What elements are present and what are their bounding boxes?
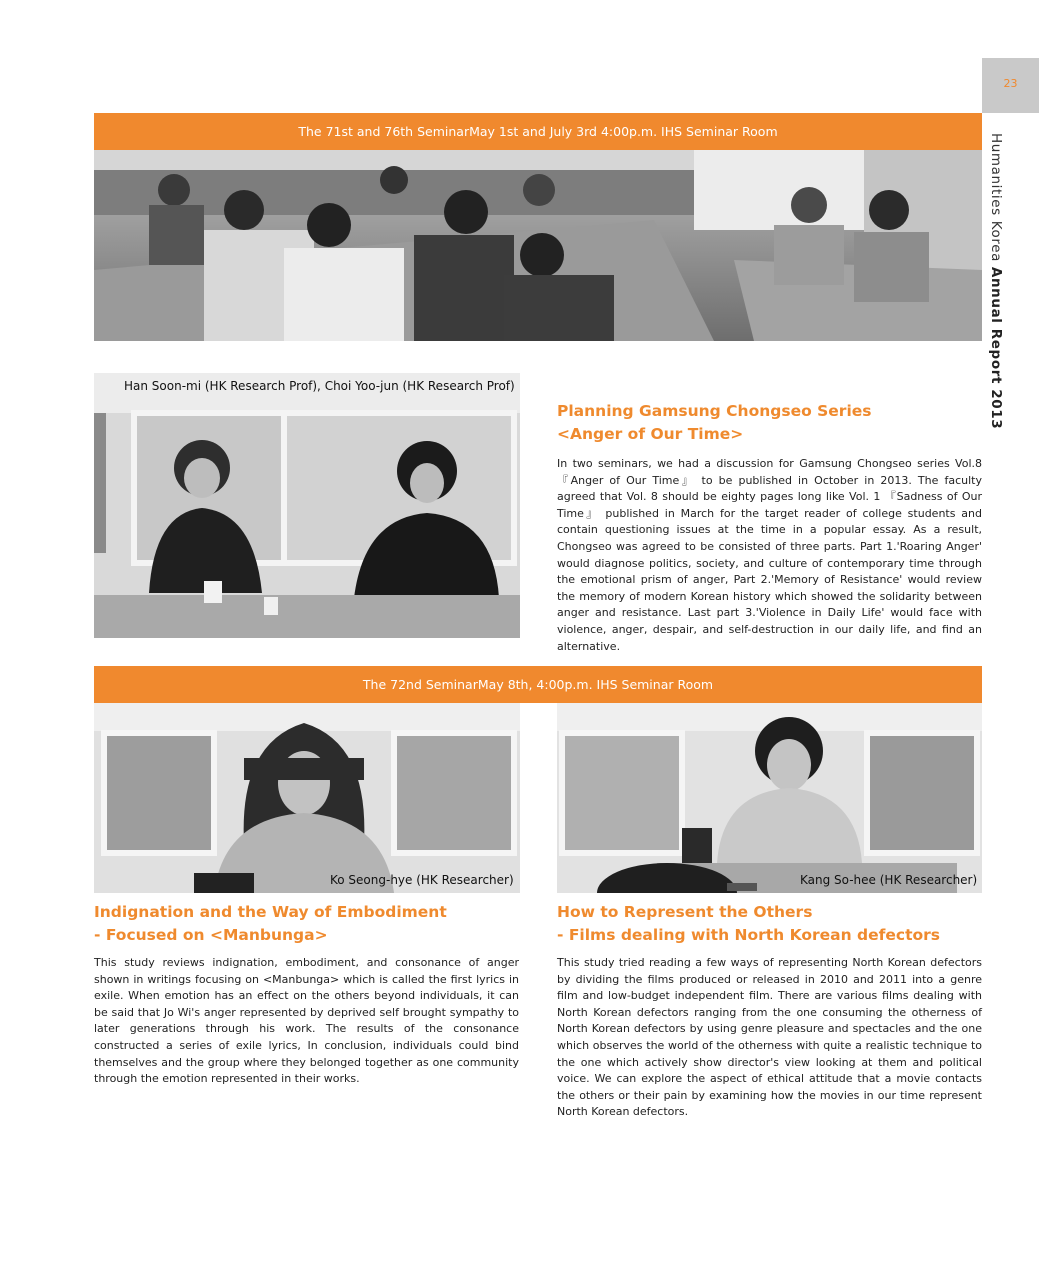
represent-others-heading bbox=[557, 901, 940, 947]
seminar-detail: May 8th, 4:00p.m. IHS Seminar Room bbox=[477, 677, 714, 692]
planning-series-heading bbox=[557, 400, 872, 446]
represent-others-body: This study tried reading a few ways of representing North Korean defectors by dividing the films produced or released in 2010 and 2011 into a genre film and low-budget independent film. There are various films dealing with North Korean defectors ranging from the one consuming the otherness of North Korean defectors by using genre pleasure and spectacles and the one which observes the world of the otherness with quite a realistic technique to the one which actively show director's view looking at them and political voice. We can explore the aspect of ethical attitude that a movie contacts the others or their pain by examining how the movies in our time represent North Korean defectors. bbox=[557, 956, 982, 1119]
report-title-light: Humanities Korea bbox=[988, 133, 1004, 267]
indignation-heading-line1: Indignation and the Way of Embodiment bbox=[94, 903, 447, 921]
indignation-heading bbox=[94, 901, 447, 947]
ko-seong-hye-caption: Ko Seong-hye (HK Researcher) bbox=[330, 873, 514, 887]
indignation-heading-line2: - Focused on <Manbunga> bbox=[94, 926, 328, 944]
seminar-71-76-bar bbox=[94, 113, 982, 150]
planning-heading-line1: Planning Gamsung Chongseo Series bbox=[557, 402, 872, 420]
report-title-vertical bbox=[988, 133, 1004, 429]
researchers-photo-caption: Han Soon-mi (HK Research Prof), Choi Yoo-jun (HK Research Prof) bbox=[124, 379, 515, 393]
report-title-bold: Annual Report 2013 bbox=[988, 266, 1004, 430]
kang-so-hee-photo bbox=[557, 703, 982, 893]
page-number: 23 bbox=[1003, 77, 1018, 90]
represent-others-heading-line1: How to Represent the Others bbox=[557, 903, 813, 921]
planning-heading-line2: <Anger of Our Time> bbox=[557, 425, 744, 443]
indignation-body: This study reviews indignation, embodiment, and consonance of anger shown in writings focusing on <Manbunga> which is called the first lyrics in exile. When emotion has an effect on the others beyond individuals, it can be said that Jo Wi's anger represented by deprived self brought sympathy to later generations through his work. The results of the consonance constructed a series of exile lyrics, In conclusion, individuals could bind themselves and the group where they belonged together as one community through the emotion represented in their works. bbox=[94, 956, 519, 1086]
seminar-detail: May 1st and July 3rd 4:00p.m. IHS Seminar Room bbox=[469, 124, 778, 139]
page-number-tab bbox=[982, 58, 1039, 113]
seminar-room-photo bbox=[94, 150, 982, 341]
seminar-72-bar bbox=[94, 666, 982, 703]
planning-series-body: In two seminars, we had a discussion for Gamsung Chongseo series Vol.8 『Anger of Our Time』 to be published in October in 2013. The faculty agreed that Vol. 8 should be eighty pages long like Vol. 1 『Sadness of Our Time』 published in March for the target reader of college students and contain questioning issues at the time in a popular essay. As a result, Chongseo was agreed to be consisted of three parts. Part 1.'Roaring Anger' would diagnose politics, society, and culture of contemporary time through the emotional prism of anger, Part 2.'Memory of Resistance' would review the memory of modern Korean history which showed the solidarity between anger and resistance. Last part 3.'Violence in Daily Life' would face with violence, anger, despair, and self-destruction in our daily life, and find an alternative. bbox=[557, 457, 982, 653]
kang-so-hee-caption: Kang So-hee (HK Researcher) bbox=[800, 873, 978, 887]
seminar-title: The 72nd Seminar bbox=[362, 677, 478, 692]
researchers-photo bbox=[94, 373, 520, 638]
represent-others-heading-line2: - Films dealing with North Korean defectors bbox=[557, 926, 941, 944]
seminar-title: The 71st and 76th Seminar bbox=[298, 124, 470, 139]
ko-seong-hye-photo bbox=[94, 703, 520, 893]
